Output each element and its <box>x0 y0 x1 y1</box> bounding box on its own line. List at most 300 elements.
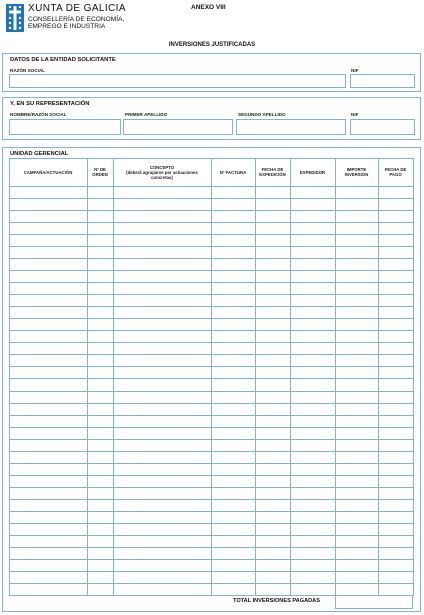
table-cell[interactable] <box>212 428 255 439</box>
table-cell[interactable] <box>10 428 87 439</box>
table-cell[interactable] <box>114 464 211 475</box>
table-cell[interactable] <box>256 259 290 270</box>
table-cell[interactable] <box>256 476 290 487</box>
table-row <box>0 366 424 378</box>
table-cell[interactable] <box>336 404 378 415</box>
table-cell[interactable] <box>256 560 290 571</box>
table-cell[interactable] <box>212 319 255 330</box>
table-cell[interactable] <box>114 271 211 282</box>
table-row <box>0 523 424 535</box>
table-cell[interactable] <box>114 416 211 427</box>
table-cell[interactable] <box>114 452 211 463</box>
table-cell[interactable] <box>10 524 87 535</box>
table-cell[interactable] <box>114 548 211 559</box>
table-cell[interactable] <box>379 235 413 246</box>
table-cell[interactable] <box>256 464 290 475</box>
table-cell[interactable] <box>10 452 87 463</box>
table-cell[interactable] <box>291 404 335 415</box>
table-cell[interactable] <box>379 355 413 366</box>
table-cell[interactable] <box>336 319 378 330</box>
table-cell[interactable] <box>379 440 413 451</box>
table-cell[interactable] <box>256 379 290 390</box>
table-cell[interactable] <box>212 416 255 427</box>
table-cell[interactable] <box>212 367 255 378</box>
table-cell[interactable] <box>336 343 378 354</box>
table-cell[interactable] <box>379 379 413 390</box>
table-cell[interactable] <box>256 295 290 306</box>
table-cell[interactable] <box>212 440 255 451</box>
table-cell[interactable] <box>291 584 335 595</box>
table-cell[interactable] <box>10 440 87 451</box>
table-cell[interactable] <box>256 428 290 439</box>
table-cell[interactable] <box>256 584 290 595</box>
table-cell[interactable] <box>10 584 87 595</box>
table-cell[interactable] <box>336 355 378 366</box>
table-cell[interactable] <box>336 560 378 571</box>
table-cell[interactable] <box>256 343 290 354</box>
table-cell[interactable] <box>291 331 335 342</box>
table-cell[interactable] <box>88 319 113 330</box>
table-cell[interactable] <box>114 488 211 499</box>
table-cell[interactable] <box>212 223 255 234</box>
table-cell[interactable] <box>212 355 255 366</box>
table-row <box>0 258 424 270</box>
table-cell[interactable] <box>10 187 87 198</box>
table-cell[interactable] <box>114 560 211 571</box>
table-cell[interactable] <box>10 512 87 523</box>
table-cell[interactable] <box>212 572 255 583</box>
table-cell[interactable] <box>88 211 113 222</box>
table-cell[interactable] <box>256 488 290 499</box>
table-cell[interactable] <box>256 211 290 222</box>
table-cell[interactable] <box>291 271 335 282</box>
table-cell[interactable] <box>256 355 290 366</box>
table-cell[interactable] <box>88 464 113 475</box>
table-cell[interactable] <box>88 187 113 198</box>
table-cell[interactable] <box>114 295 211 306</box>
table-cell[interactable] <box>88 428 113 439</box>
table-cell[interactable] <box>379 476 413 487</box>
table-cell[interactable] <box>379 295 413 306</box>
column-header-text <box>345 167 369 177</box>
table-cell[interactable] <box>88 343 113 354</box>
table-cell[interactable] <box>291 524 335 535</box>
table-cell[interactable] <box>88 283 113 294</box>
table-cell[interactable] <box>379 331 413 342</box>
table-cell[interactable] <box>88 367 113 378</box>
table-cell[interactable] <box>379 307 413 318</box>
table-cell[interactable] <box>10 404 87 415</box>
table-cell[interactable] <box>336 392 378 403</box>
table-cell[interactable] <box>379 524 413 535</box>
table-cell[interactable] <box>10 476 87 487</box>
table-cell[interactable] <box>88 271 113 282</box>
table-cell[interactable] <box>336 416 378 427</box>
table-cell[interactable] <box>336 295 378 306</box>
table-cell[interactable] <box>336 488 378 499</box>
table-cell[interactable] <box>212 548 255 559</box>
table-cell[interactable] <box>291 428 335 439</box>
table-cell[interactable] <box>291 355 335 366</box>
table-cell[interactable] <box>10 283 87 294</box>
table-cell[interactable] <box>114 355 211 366</box>
annex-label: ANEXO VIII <box>191 4 226 11</box>
table-cell[interactable] <box>114 259 211 270</box>
table-cell[interactable] <box>88 500 113 511</box>
table-cell[interactable] <box>114 307 211 318</box>
table-cell[interactable] <box>212 392 255 403</box>
table-cell[interactable] <box>336 367 378 378</box>
table-cell[interactable] <box>88 440 113 451</box>
table-cell[interactable] <box>10 319 87 330</box>
table-cell[interactable] <box>379 500 413 511</box>
table-cell[interactable] <box>10 536 87 547</box>
table-cell[interactable] <box>336 307 378 318</box>
table-cell[interactable] <box>10 560 87 571</box>
table-cell[interactable] <box>256 223 290 234</box>
table-cell[interactable] <box>336 500 378 511</box>
column-header-line: INVERSIÓN <box>344 172 369 177</box>
table-cell[interactable] <box>114 211 211 222</box>
table-cell[interactable] <box>212 524 255 535</box>
table-cell[interactable] <box>10 572 87 583</box>
table-cell[interactable] <box>379 343 413 354</box>
table-cell[interactable] <box>336 512 378 523</box>
table-cell[interactable] <box>291 488 335 499</box>
table-cell[interactable] <box>88 404 113 415</box>
table-cell[interactable] <box>10 199 87 210</box>
table-cell[interactable] <box>114 524 211 535</box>
table-cell[interactable] <box>379 464 413 475</box>
table-cell[interactable] <box>212 259 255 270</box>
table-cell[interactable] <box>379 392 413 403</box>
table-cell[interactable] <box>336 524 378 535</box>
table-cell[interactable] <box>256 452 290 463</box>
table-cell[interactable] <box>10 367 87 378</box>
table-cell[interactable] <box>212 307 255 318</box>
table-row <box>0 475 424 487</box>
table-cell[interactable] <box>379 512 413 523</box>
table-cell[interactable] <box>88 548 113 559</box>
table-row <box>0 198 424 210</box>
table-cell[interactable] <box>212 235 255 246</box>
table-cell[interactable] <box>212 331 255 342</box>
table-cell[interactable] <box>88 199 113 210</box>
column-header-line: Nº FACTURA <box>219 169 247 175</box>
table-cell[interactable] <box>379 428 413 439</box>
table-cell[interactable] <box>336 584 378 595</box>
table-cell[interactable] <box>212 464 255 475</box>
table-cell[interactable] <box>291 223 335 234</box>
table-cell[interactable] <box>114 428 211 439</box>
table-cell[interactable] <box>379 271 413 282</box>
table-cell[interactable] <box>256 500 290 511</box>
table-cell[interactable] <box>336 536 378 547</box>
table-cell[interactable] <box>336 440 378 451</box>
table-cell[interactable] <box>291 235 335 246</box>
table-cell[interactable] <box>212 584 255 595</box>
table-cell[interactable] <box>88 259 113 270</box>
table-cell[interactable] <box>114 331 211 342</box>
table-cell[interactable] <box>88 584 113 595</box>
table-cell[interactable] <box>212 187 255 198</box>
table-cell[interactable] <box>291 572 335 583</box>
table-cell[interactable] <box>379 416 413 427</box>
table-cell[interactable] <box>336 452 378 463</box>
table-row <box>0 415 424 427</box>
table-cell[interactable] <box>336 283 378 294</box>
table-cell[interactable] <box>88 560 113 571</box>
table-cell[interactable] <box>291 367 335 378</box>
table-cell[interactable] <box>336 247 378 258</box>
table-cell[interactable] <box>291 259 335 270</box>
table-cell[interactable] <box>10 464 87 475</box>
table-cell[interactable] <box>256 404 290 415</box>
table-cell[interactable] <box>291 392 335 403</box>
table-row <box>0 378 424 390</box>
table-row <box>0 246 424 258</box>
nif-label: NIF <box>351 68 359 73</box>
table-cell[interactable] <box>291 500 335 511</box>
table-cell[interactable] <box>291 416 335 427</box>
table-cell[interactable] <box>88 536 113 547</box>
table-cell[interactable] <box>114 247 211 258</box>
table-cell[interactable] <box>256 367 290 378</box>
table-cell[interactable] <box>10 355 87 366</box>
table-cell[interactable] <box>256 512 290 523</box>
table-row <box>0 282 424 294</box>
table-cell[interactable] <box>291 211 335 222</box>
table-cell[interactable] <box>379 199 413 210</box>
org-name: XUNTA DE GALICIA <box>28 3 126 14</box>
table-cell[interactable] <box>88 223 113 234</box>
table-cell[interactable] <box>212 211 255 222</box>
table-cell[interactable] <box>212 283 255 294</box>
table-cell[interactable] <box>10 488 87 499</box>
table-cell[interactable] <box>379 223 413 234</box>
table-cell[interactable] <box>114 235 211 246</box>
table-cell[interactable] <box>114 500 211 511</box>
table-cell[interactable] <box>379 572 413 583</box>
table-cell[interactable] <box>379 211 413 222</box>
table-cell[interactable] <box>291 283 335 294</box>
table-cell[interactable] <box>114 536 211 547</box>
table-cell[interactable] <box>88 488 113 499</box>
table-cell[interactable] <box>114 404 211 415</box>
table-cell[interactable] <box>336 476 378 487</box>
column-header-line: Nº DE <box>94 167 106 172</box>
column-header-line: FECHA DE <box>261 167 284 172</box>
table-cell[interactable] <box>379 536 413 547</box>
table-cell[interactable] <box>88 355 113 366</box>
table-cell[interactable] <box>114 572 211 583</box>
table-cell[interactable] <box>212 343 255 354</box>
table-cell[interactable] <box>256 319 290 330</box>
table-cell[interactable] <box>291 440 335 451</box>
table-cell[interactable] <box>10 259 87 270</box>
table-cell[interactable] <box>10 223 87 234</box>
column-header-line: PAGO <box>389 172 402 177</box>
table-cell[interactable] <box>212 512 255 523</box>
table-cell[interactable] <box>336 572 378 583</box>
table-row <box>0 535 424 547</box>
table-cell[interactable] <box>10 392 87 403</box>
table-cell[interactable] <box>114 283 211 294</box>
table-cell[interactable] <box>336 199 378 210</box>
table-row <box>0 547 424 559</box>
table-cell[interactable] <box>10 271 87 282</box>
table-cell[interactable] <box>256 536 290 547</box>
table-cell[interactable] <box>336 223 378 234</box>
table-cell[interactable] <box>114 379 211 390</box>
column-header-text <box>385 167 407 177</box>
table-row <box>0 330 424 342</box>
table-cell[interactable] <box>336 187 378 198</box>
table-cell[interactable] <box>114 187 211 198</box>
table-cell[interactable] <box>10 211 87 222</box>
table-cell[interactable] <box>256 416 290 427</box>
table-cell[interactable] <box>10 295 87 306</box>
total-field[interactable] <box>335 595 413 609</box>
table-cell[interactable] <box>212 247 255 258</box>
table-cell[interactable] <box>379 548 413 559</box>
table-cell[interactable] <box>114 343 211 354</box>
table-cell[interactable] <box>114 223 211 234</box>
table-cell[interactable] <box>212 379 255 390</box>
table-cell[interactable] <box>379 367 413 378</box>
table-cell[interactable] <box>212 199 255 210</box>
table-cell[interactable] <box>336 271 378 282</box>
table-cell[interactable] <box>212 476 255 487</box>
table-cell[interactable] <box>114 476 211 487</box>
table-cell[interactable] <box>114 512 211 523</box>
table-cell[interactable] <box>291 464 335 475</box>
table-cell[interactable] <box>379 488 413 499</box>
table-row <box>0 391 424 403</box>
table-cell[interactable] <box>212 452 255 463</box>
table-cell[interactable] <box>336 548 378 559</box>
table-cell[interactable] <box>10 307 87 318</box>
table-cell[interactable] <box>256 235 290 246</box>
table-cell[interactable] <box>10 416 87 427</box>
table-cell[interactable] <box>256 548 290 559</box>
table-cell[interactable] <box>379 452 413 463</box>
table-cell[interactable] <box>114 584 211 595</box>
table-cell[interactable] <box>10 235 87 246</box>
table-cell[interactable] <box>88 524 113 535</box>
table-cell[interactable] <box>256 331 290 342</box>
table-cell[interactable] <box>291 452 335 463</box>
table-cell[interactable] <box>336 259 378 270</box>
table-cell[interactable] <box>88 307 113 318</box>
table-cell[interactable] <box>10 247 87 258</box>
table-cell[interactable] <box>256 440 290 451</box>
table-cell[interactable] <box>256 392 290 403</box>
table-cell[interactable] <box>336 331 378 342</box>
table-cell[interactable] <box>10 331 87 342</box>
table-cell[interactable] <box>212 536 255 547</box>
table-cell[interactable] <box>114 392 211 403</box>
table-cell[interactable] <box>88 295 113 306</box>
table-cell[interactable] <box>256 283 290 294</box>
table-cell[interactable] <box>336 235 378 246</box>
table-cell[interactable] <box>114 367 211 378</box>
table-cell[interactable] <box>212 488 255 499</box>
table-cell[interactable] <box>291 476 335 487</box>
table-cell[interactable] <box>114 199 211 210</box>
table-cell[interactable] <box>379 247 413 258</box>
table-cell[interactable] <box>379 404 413 415</box>
column-header <box>378 158 413 186</box>
table-cell[interactable] <box>291 319 335 330</box>
table-cell[interactable] <box>256 247 290 258</box>
table-cell[interactable] <box>212 500 255 511</box>
section-title: DATOS DE LA ENTIDAD SOLICITANTE <box>10 57 116 63</box>
table-cell[interactable] <box>256 187 290 198</box>
table-cell[interactable] <box>88 247 113 258</box>
table-cell[interactable] <box>291 343 335 354</box>
table-cell[interactable] <box>88 512 113 523</box>
table-cell[interactable] <box>88 379 113 390</box>
table-cell[interactable] <box>291 536 335 547</box>
table-cell[interactable] <box>256 572 290 583</box>
table-cell[interactable] <box>212 295 255 306</box>
table-cell[interactable] <box>10 379 87 390</box>
table-cell[interactable] <box>336 379 378 390</box>
table-cell[interactable] <box>291 560 335 571</box>
table-cell[interactable] <box>88 476 113 487</box>
table-cell[interactable] <box>291 295 335 306</box>
table-cell[interactable] <box>88 416 113 427</box>
table-cell[interactable] <box>379 283 413 294</box>
table-cell[interactable] <box>88 452 113 463</box>
table-cell[interactable] <box>256 307 290 318</box>
table-cell[interactable] <box>212 404 255 415</box>
table-cell[interactable] <box>336 211 378 222</box>
table-cell[interactable] <box>114 319 211 330</box>
table-cell[interactable] <box>291 548 335 559</box>
table-cell[interactable] <box>88 235 113 246</box>
column-header-line: (deberá agruparse por actuaciones <box>126 169 198 175</box>
table-cell[interactable] <box>212 271 255 282</box>
table-cell[interactable] <box>10 343 87 354</box>
table-cell[interactable] <box>291 247 335 258</box>
table-cell[interactable] <box>379 560 413 571</box>
table-cell[interactable] <box>379 584 413 595</box>
table-cell[interactable] <box>379 319 413 330</box>
table-cell[interactable] <box>212 560 255 571</box>
table-cell[interactable] <box>88 392 113 403</box>
table-cell[interactable] <box>88 572 113 583</box>
table-cell[interactable] <box>88 331 113 342</box>
table-cell[interactable] <box>291 187 335 198</box>
table-cell[interactable] <box>256 524 290 535</box>
table-cell[interactable] <box>256 199 290 210</box>
table-row <box>0 511 424 523</box>
table-cell[interactable] <box>291 512 335 523</box>
table-cell[interactable] <box>10 548 87 559</box>
table-cell[interactable] <box>10 500 87 511</box>
table-cell[interactable] <box>291 199 335 210</box>
table-cell[interactable] <box>291 379 335 390</box>
table-cell[interactable] <box>114 440 211 451</box>
table-cell[interactable] <box>379 187 413 198</box>
table-cell[interactable] <box>379 259 413 270</box>
table-cell[interactable] <box>256 271 290 282</box>
table-cell[interactable] <box>336 428 378 439</box>
table-cell[interactable] <box>291 307 335 318</box>
table-cell[interactable] <box>336 464 378 475</box>
